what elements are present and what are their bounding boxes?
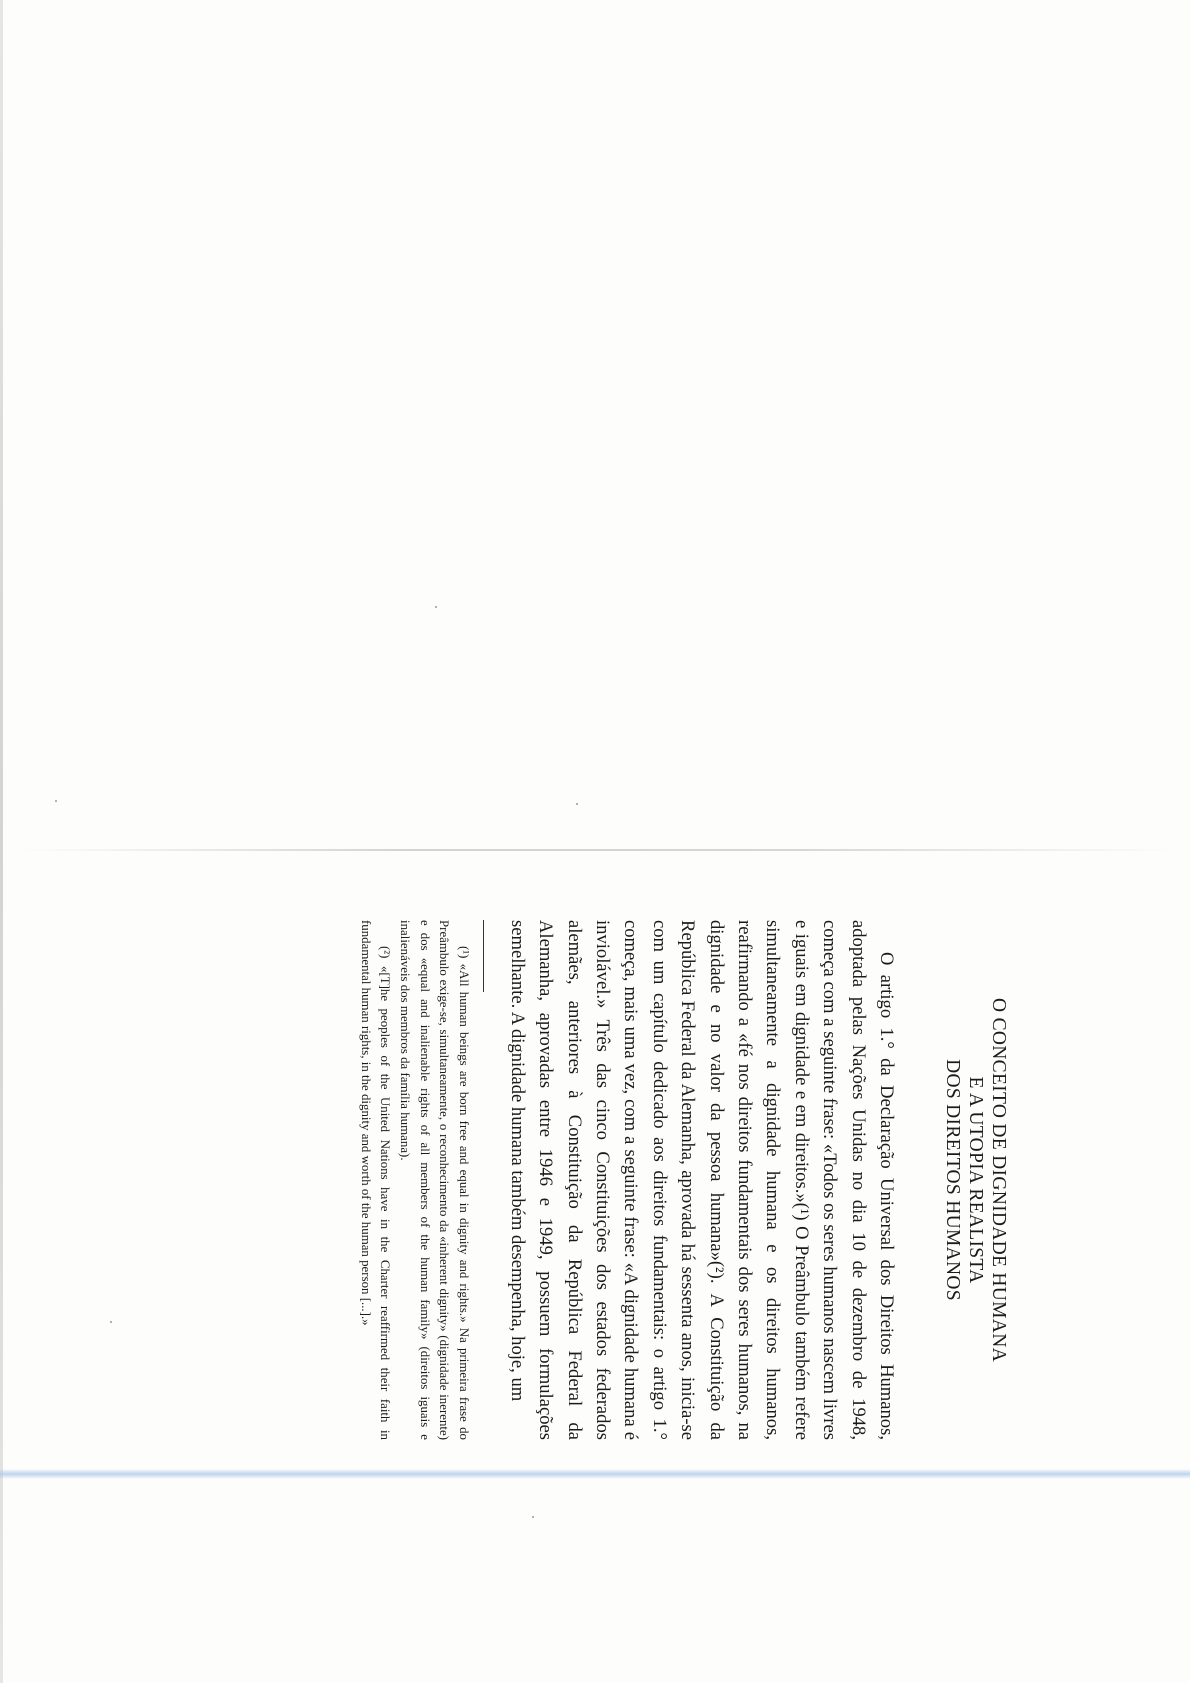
scan-speck (532, 1516, 534, 1518)
scan-left-edge (0, 0, 3, 1683)
title-line: DOS DIREITOS HUMANOS (942, 1059, 963, 1301)
scan-artifact-line (0, 1469, 1190, 1479)
footnote-1: (¹) «All human beings are born free and equal in dignity and rights.» Na primeira frase do Preâmbulo exige-se, simultaneamente, o reconhecimento da «inherent dignity» (dignidade inerente) e dos «equal and inalienable rights of all members of the human family» (direitos iguais e inalienáveis dos membros da família humana). (397, 920, 471, 1440)
scan-speck (110, 1321, 112, 1323)
chapter-title (941, 920, 1010, 1440)
rotated-page (170, 920, 1010, 1440)
footnotes (355, 920, 473, 1440)
title-line: O CONCEITO DE DIGNIDADE HUMANA (988, 998, 1009, 1362)
footnote-2: (²) «[T]he peoples of the United Nations have in the Charter reaffirmed their faith in fundamental human rights, in the dignity and worth of the human person [...].» (358, 920, 393, 1440)
footnote-rule (483, 920, 484, 992)
body-paragraph: O artigo 1.° da Declaração Universal dos Direitos Humanos, adoptada pelas Nações Unidas no dia 10 de dezembro de 1948, começa com a seguinte frase: «Todos os seres humanos nascem livres e iguais em dignidade e em direitos.»(¹) O Preâmbulo também refere simultaneamente a dignidade humana e os direitos humanos, reafirmando a «fé nos direitos fundamentais dos seres humanos, na dignidade e no valor da pessoa humana»(²). A Constituição da República Federal da Alemanha, aprovada há sessenta anos, inicia-se com um capítulo dedicado aos direitos fundamentais: o artigo 1.° começa, mais uma vez, com a seguinte frase: «A dignidade humana é inviolável.» Três das cinco Constituições dos estados federados alemães, anteriores à Constituição da República Federal da Alemanha, aprovadas entre 1946 e 1949, possuem formulações semelhante. A dignidade humana também desempenha, hoje, um (506, 920, 897, 1440)
scan-speck (435, 606, 437, 608)
scan-speck (576, 803, 578, 805)
scan-speck (55, 800, 57, 802)
title-line: E A UTOPIA REALISTA (965, 1076, 986, 1284)
scan-fold-line (18, 849, 1178, 851)
